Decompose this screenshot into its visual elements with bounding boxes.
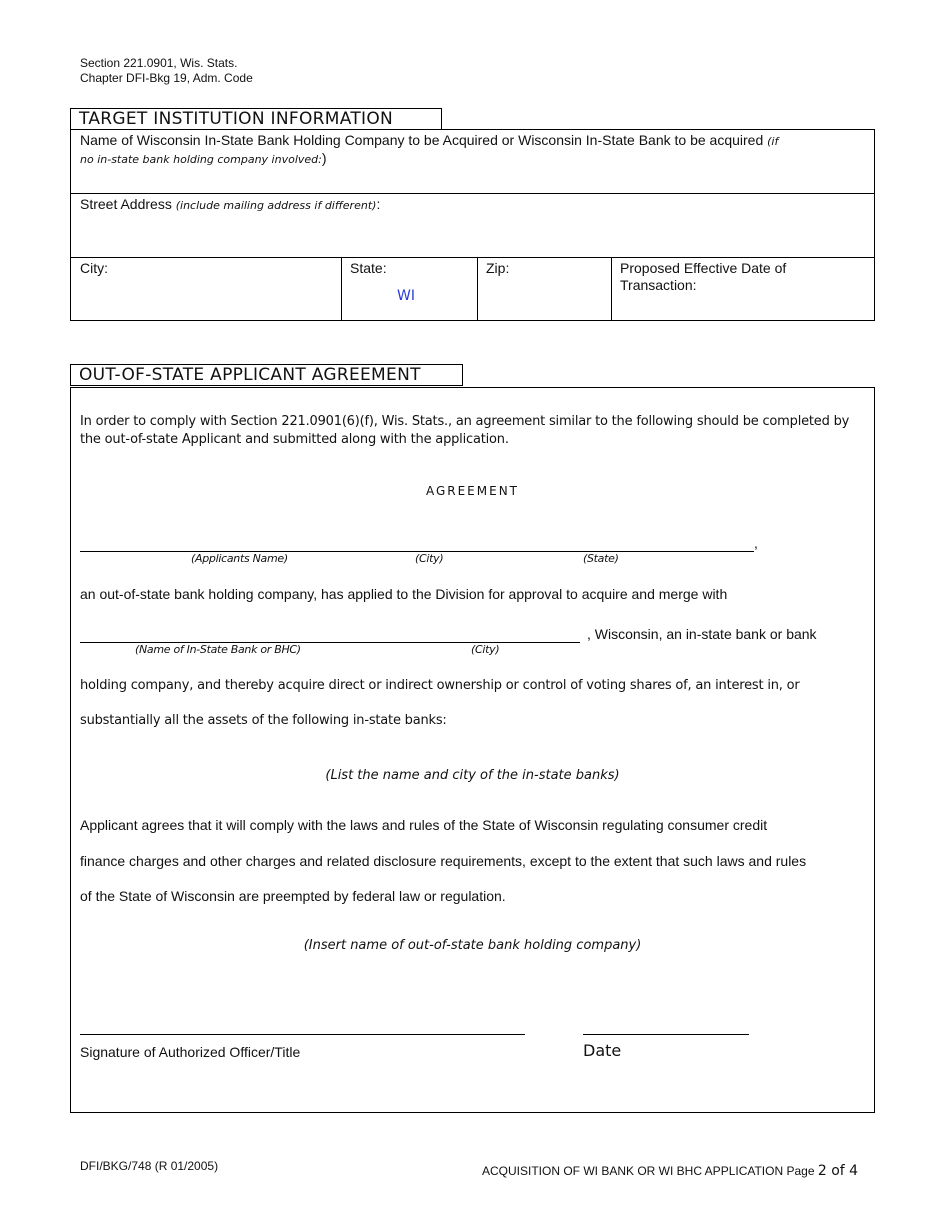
app-title: ACQUISITION OF WI BANK OR WI BHC APPLICATION Page <box>482 1164 815 1178</box>
code-reference: Chapter DFI-Bkg 19, Adm. Code <box>80 71 253 85</box>
zip-field[interactable]: Zip: <box>486 260 510 276</box>
col-divider <box>611 257 612 321</box>
list-banks-note: (List the name and city of the in-state banks) <box>325 768 620 783</box>
state-caption: (State) <box>583 552 619 565</box>
row-divider <box>71 257 874 258</box>
applicant-name-caption: (Applicants Name) <box>191 552 288 565</box>
agreement-box <box>70 387 875 1113</box>
street-colon: : <box>376 196 381 212</box>
city-field[interactable]: City: <box>80 260 108 276</box>
col-divider <box>477 257 478 321</box>
date-line[interactable] <box>583 1034 749 1035</box>
state-value: WI <box>397 288 415 304</box>
line-comma: , <box>754 535 758 551</box>
agreement-para-3b: finance charges and other charges and related disclosure requirements, except to the extent that such laws and rules <box>80 853 807 869</box>
insert-name-note: (Insert name of out-of-state bank holding company) <box>303 938 642 953</box>
col-divider <box>341 257 342 321</box>
signature-line[interactable] <box>80 1034 525 1035</box>
target-name-field[interactable] <box>80 132 870 168</box>
target-name-note-b: no in-state bank holding company involved: <box>80 153 322 166</box>
target-info-table <box>70 129 875 321</box>
agreement-para-2a: holding company, and thereby acquire direct or indirect ownership or control of voting shares of, an interest in, or <box>80 678 800 693</box>
signature-label: Signature of Authorized Officer/Title <box>80 1044 301 1060</box>
agreement-heading: AGREEMENT <box>425 484 520 498</box>
form-id: DFI/BKG/748 (R 01/2005) <box>80 1159 219 1173</box>
target-name-note-close: ) <box>321 150 327 166</box>
footer-title <box>482 1163 858 1179</box>
agreement-para-3a: Applicant agrees that it will comply with the laws and rules of the State of Wisconsin regulating consumer credit <box>80 817 768 833</box>
agreement-para-2b: substantially all the assets of the following in-state banks: <box>80 713 447 728</box>
instate-bank-caption: (Name of In-State Bank or BHC) <box>135 643 301 656</box>
city-caption-2: (City) <box>471 643 500 656</box>
target-section-title: TARGET INSTITUTION INFORMATION <box>70 108 442 130</box>
agreement-section-title: OUT-OF-STATE APPLICANT AGREEMENT <box>70 364 463 386</box>
target-name-note-a: (if <box>767 135 779 148</box>
agreement-para-3c: of the State of Wisconsin are preempted by federal law or regulation. <box>80 888 506 904</box>
date-label: Date <box>583 1041 622 1060</box>
street-address-field[interactable] <box>80 196 870 214</box>
row-divider <box>71 193 874 194</box>
street-note: (include mailing address if different) <box>175 199 377 212</box>
agreement-para-1: an out-of-state bank holding company, has applied to the Division for approval to acquire and merge with <box>80 586 728 602</box>
agreement-intro: In order to comply with Section 221.0901(6)(f), Wis. Stats., an agreement similar to the following should be completed by the out-of-state Applicant and submitted along with the application. <box>80 414 850 447</box>
effective-date-field[interactable]: Proposed Effective Date of Transaction: <box>620 260 787 293</box>
statute-reference: Section 221.0901, Wis. Stats. <box>80 56 238 70</box>
state-field[interactable]: State: <box>350 260 387 276</box>
target-name-label: Name of Wisconsin In-State Bank Holding Company to be Acquired or Wisconsin In-State Bank to be acquired <box>80 132 764 148</box>
street-label: Street Address <box>80 196 172 212</box>
city-caption: (City) <box>415 552 444 565</box>
instate-suffix: , Wisconsin, an in-state bank or bank <box>587 626 817 642</box>
page-number: 2 of 4 <box>817 1163 859 1179</box>
